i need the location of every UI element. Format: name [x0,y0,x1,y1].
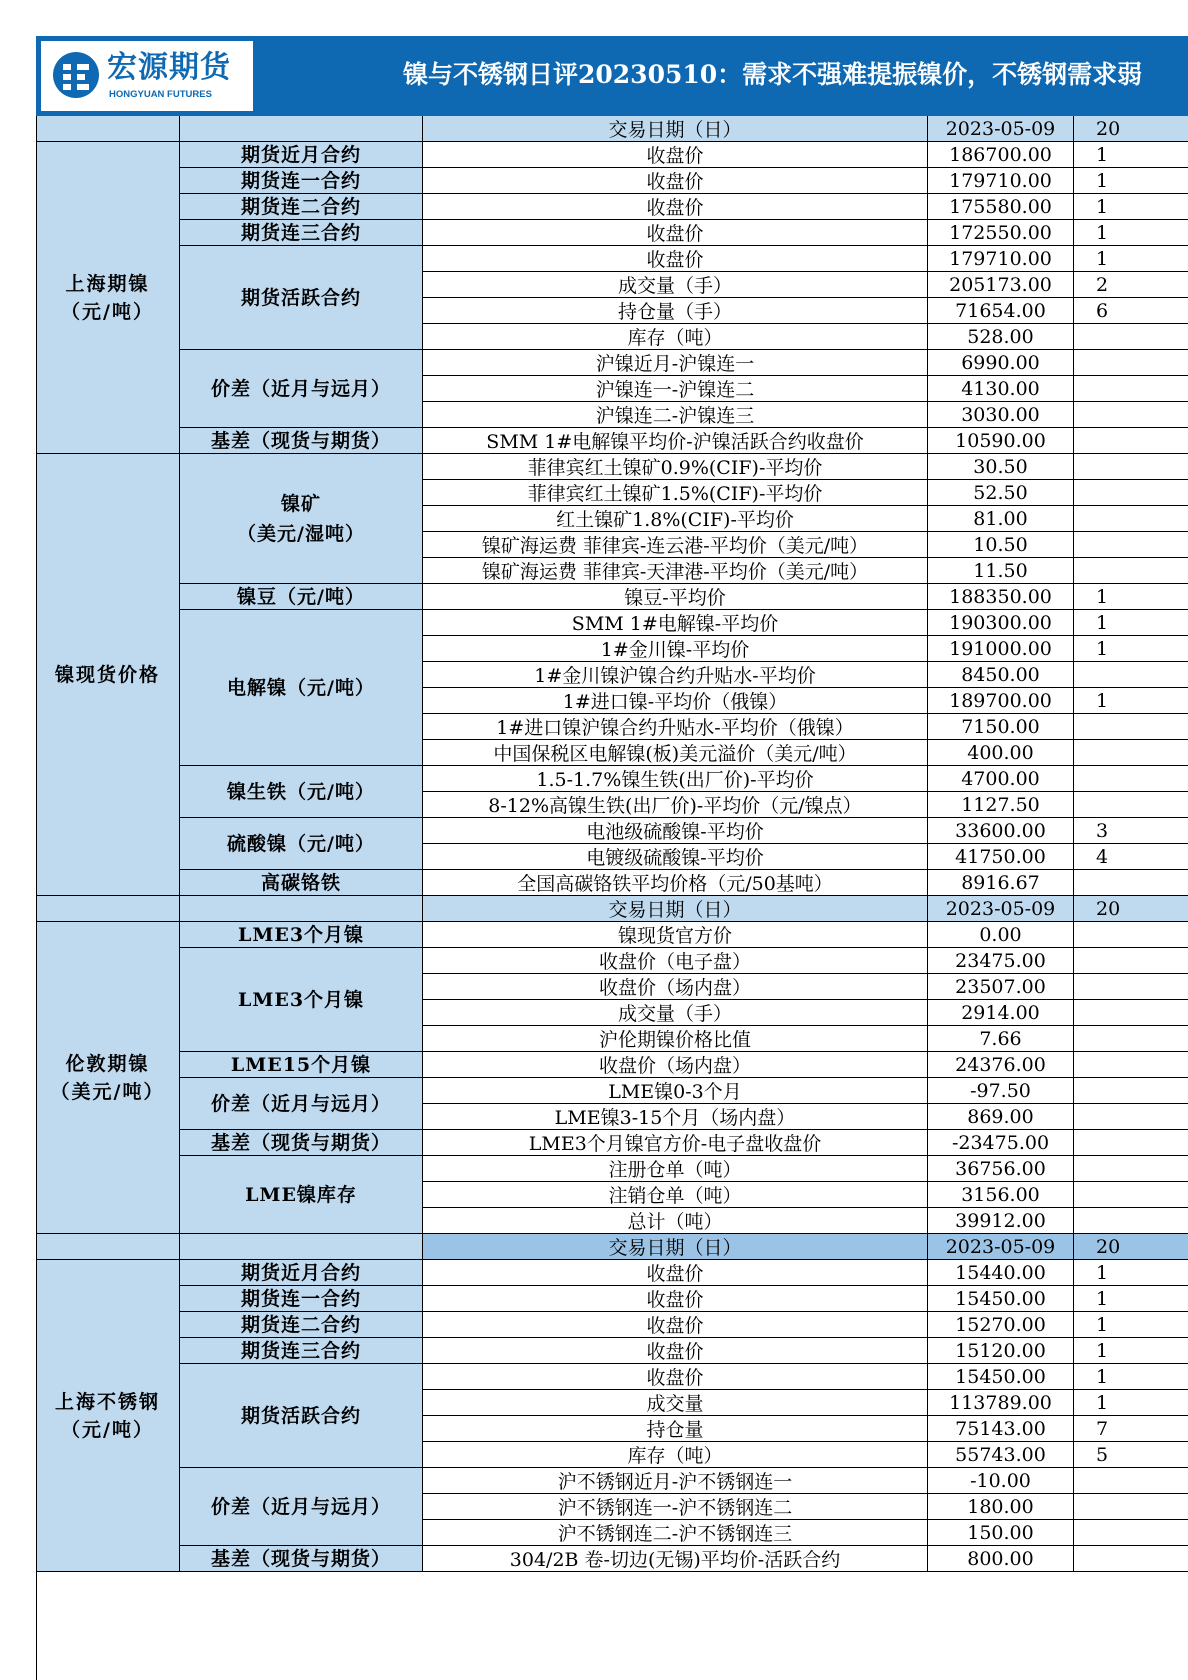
indicator-name-cell: 收盘价 [423,1312,928,1338]
logo-english-text: HONGYUAN FUTURES [109,89,212,100]
value-cell-prev [1074,766,1188,792]
sub-category-cell: 期货连三合约 [180,220,423,246]
value-cell: 186700.00 [928,142,1074,168]
indicator-name-cell: 沪伦期镍价格比值 [423,1026,928,1052]
value-cell: 2914.00 [928,1000,1074,1026]
indicator-name-cell: 收盘价 [423,1286,928,1312]
value-cell: -10.00 [928,1468,1074,1494]
value-cell-prev [1074,974,1188,1000]
indicator-name-cell: 收盘价 [423,1260,928,1286]
value-cell-prev [1074,1546,1188,1572]
value-cell: 24376.00 [928,1052,1074,1078]
indicator-name-cell: 收盘价 [423,168,928,194]
sub-category-cell: 期货连二合约 [180,194,423,220]
header-row-sub-cell [180,116,423,142]
indicator-name-cell: 8-12%高镍生铁(出厂价)-平均价（元/镍点） [423,792,928,818]
indicator-name-cell: 沪不锈钢连一-沪不锈钢连二 [423,1494,928,1520]
value-cell: 71654.00 [928,298,1074,324]
indicator-name-cell: 沪镍近月-沪镍连一 [423,350,928,376]
value-cell: 11.50 [928,558,1074,584]
value-cell: 15270.00 [928,1312,1074,1338]
value-cell: 800.00 [928,1546,1074,1572]
value-cell-prev [1074,1156,1188,1182]
indicator-name-cell: 电镀级硫酸镍-平均价 [423,844,928,870]
indicator-name-cell: 收盘价 [423,220,928,246]
indicator-name-cell: 持仓量（手） [423,298,928,324]
value-cell: -23475.00 [928,1130,1074,1156]
value-cell: 188350.00 [928,584,1074,610]
value-cell-prev [1074,376,1188,402]
sub-category-cell: LME15个月镍 [180,1052,423,1078]
indicator-name-cell: 收盘价 [423,1338,928,1364]
value-cell-prev [1074,1468,1188,1494]
sub-category-cell: 电解镍（元/吨） [180,610,423,766]
logo-chinese-text: 宏源期货 [107,50,231,85]
value-cell: 1127.50 [928,792,1074,818]
indicator-name-cell: 收盘价 [423,246,928,272]
sub-category-cell: 期货近月合约 [180,1260,423,1286]
indicator-name-cell: 菲律宾红土镍矿1.5%(CIF)-平均价 [423,480,928,506]
value-cell-prev: 1 [1074,168,1188,194]
indicator-name-cell: 成交量（手） [423,272,928,298]
date-header-value-prev: 20 [1074,1234,1188,1260]
indicator-name-cell: 镍矿海运费 菲律宾-天津港-平均价（美元/吨） [423,558,928,584]
value-cell-prev: 1 [1074,194,1188,220]
indicator-name-cell: 沪镍连一-沪镍连二 [423,376,928,402]
indicator-name-cell: 持仓量 [423,1416,928,1442]
value-cell-prev [1074,1208,1188,1234]
value-cell-prev [1074,1494,1188,1520]
indicator-name-cell: 镍豆-平均价 [423,584,928,610]
value-cell-prev: 6 [1074,298,1188,324]
indicator-name-cell: 收盘价 [423,194,928,220]
date-header-value-prev: 20 [1074,896,1188,922]
value-cell: 205173.00 [928,272,1074,298]
value-cell: 39912.00 [928,1208,1074,1234]
value-cell-prev [1074,454,1188,480]
value-cell: 113789.00 [928,1390,1074,1416]
value-cell-prev [1074,1026,1188,1052]
value-cell: 36756.00 [928,1156,1074,1182]
sub-category-cell: 期货活跃合约 [180,1364,423,1468]
indicator-name-cell: 沪不锈钢近月-沪不锈钢连一 [423,1468,928,1494]
group-label-cell: 伦敦期镍 （美元/吨） [36,922,180,1234]
value-cell: 7150.00 [928,714,1074,740]
value-cell: 8916.67 [928,870,1074,896]
value-cell-prev: 1 [1074,610,1188,636]
header-row-group-cell [36,896,180,922]
header-row-sub-cell [180,896,423,922]
indicator-name-cell: 1#金川镍沪镍合约升贴水-平均价 [423,662,928,688]
header-row-group-cell [36,1234,180,1260]
value-cell: 15450.00 [928,1364,1074,1390]
indicator-name-cell: 全国高碳铬铁平均价格（元/50基吨） [423,870,928,896]
value-cell-prev [1074,1520,1188,1546]
value-cell-prev: 1 [1074,1312,1188,1338]
value-cell: 3156.00 [928,1182,1074,1208]
indicator-name-cell: 菲律宾红土镍矿0.9%(CIF)-平均价 [423,454,928,480]
indicator-name-cell: 沪镍连二-沪镍连三 [423,402,928,428]
value-cell: 179710.00 [928,246,1074,272]
group-label-cell: 上海不锈钢 （元/吨） [36,1260,180,1572]
value-cell: 55743.00 [928,1442,1074,1468]
indicator-name-cell: 收盘价（电子盘） [423,948,928,974]
value-cell: 15440.00 [928,1260,1074,1286]
value-cell-prev [1074,558,1188,584]
sub-category-cell: 期货连一合约 [180,168,423,194]
indicator-name-cell: 收盘价 [423,142,928,168]
value-cell: 400.00 [928,740,1074,766]
value-cell-prev: 1 [1074,584,1188,610]
sub-category-cell: 镍矿 （美元/湿吨） [180,454,423,584]
value-cell-prev [1074,428,1188,454]
value-cell: -97.50 [928,1078,1074,1104]
value-cell: 869.00 [928,1104,1074,1130]
date-header-value-prev: 20 [1074,116,1188,142]
sub-category-cell: 基差（现货与期货） [180,1130,423,1156]
sub-category-cell: 价差（近月与远月） [180,1468,423,1546]
header-row-group-cell [36,116,180,142]
date-header-label: 交易日期（日） [423,896,928,922]
value-cell: 81.00 [928,506,1074,532]
value-cell: 7.66 [928,1026,1074,1052]
value-cell: 75143.00 [928,1416,1074,1442]
indicator-name-cell: 镍矿海运费 菲律宾-连云港-平均价（美元/吨） [423,532,928,558]
indicator-name-cell: 1#进口镍沪镍合约升贴水-平均价（俄镍） [423,714,928,740]
value-cell-prev [1074,1052,1188,1078]
indicator-name-cell: 成交量 [423,1390,928,1416]
indicator-name-cell: 中国保税区电解镍(板)美元溢价（美元/吨） [423,740,928,766]
value-cell: 191000.00 [928,636,1074,662]
value-cell-prev [1074,1000,1188,1026]
value-cell-prev: 2 [1074,272,1188,298]
value-cell: 190300.00 [928,610,1074,636]
value-cell: 41750.00 [928,844,1074,870]
value-cell-prev [1074,1104,1188,1130]
logo-mark-icon [51,50,101,100]
value-cell: 3030.00 [928,402,1074,428]
date-header-value: 2023-05-09 [928,896,1074,922]
value-cell-prev [1074,402,1188,428]
value-cell-prev [1074,1078,1188,1104]
sub-category-cell: 高碳铬铁 [180,870,423,896]
indicator-name-cell: LME镍0-3个月 [423,1078,928,1104]
group-label-cell: 上海期镍 （元/吨） [36,142,180,454]
indicator-name-cell: 沪不锈钢连二-沪不锈钢连三 [423,1520,928,1546]
value-cell: 52.50 [928,480,1074,506]
value-cell-prev: 1 [1074,1338,1188,1364]
indicator-name-cell: 成交量（手） [423,1000,928,1026]
group-label-cell: 镍现货价格 [36,454,180,896]
value-cell: 0.00 [928,922,1074,948]
sub-category-cell: 价差（近月与远月） [180,350,423,428]
value-cell: 6990.00 [928,350,1074,376]
value-cell-prev: 3 [1074,818,1188,844]
value-cell: 23475.00 [928,948,1074,974]
date-header-label: 交易日期（日） [423,1234,928,1260]
sub-category-cell: LME3个月镍 [180,922,423,948]
indicator-name-cell: 注销仓单（吨） [423,1182,928,1208]
value-cell: 23507.00 [928,974,1074,1000]
company-logo [41,41,253,111]
report-title: 镍与不锈钢日评20230510：需求不强难提振镍价，不锈钢需求弱 [403,60,1143,89]
value-cell-prev [1074,324,1188,350]
indicator-name-cell: LME镍3-15个月（场内盘） [423,1104,928,1130]
value-cell-prev [1074,532,1188,558]
value-cell-prev: 1 [1074,636,1188,662]
value-cell-prev [1074,480,1188,506]
value-cell-prev: 4 [1074,844,1188,870]
value-cell-prev: 1 [1074,688,1188,714]
table-border-left [36,116,37,1680]
indicator-name-cell: 收盘价 [423,1364,928,1390]
value-cell: 30.50 [928,454,1074,480]
value-cell-prev [1074,506,1188,532]
value-cell-prev: 1 [1074,1260,1188,1286]
indicator-name-cell: 总计（吨） [423,1208,928,1234]
value-cell-prev: 5 [1074,1442,1188,1468]
value-cell: 33600.00 [928,818,1074,844]
value-cell: 189700.00 [928,688,1074,714]
indicator-name-cell: 红土镍矿1.8%(CIF)-平均价 [423,506,928,532]
value-cell-prev [1074,922,1188,948]
value-cell: 528.00 [928,324,1074,350]
sub-category-cell: 价差（近月与远月） [180,1078,423,1130]
indicator-name-cell: LME3个月镍官方价-电子盘收盘价 [423,1130,928,1156]
indicator-name-cell: 库存（吨） [423,1442,928,1468]
sub-category-cell: 镍生铁（元/吨） [180,766,423,818]
value-cell-prev [1074,792,1188,818]
value-cell: 8450.00 [928,662,1074,688]
value-cell-prev [1074,714,1188,740]
value-cell-prev: 1 [1074,220,1188,246]
sub-category-cell: 期货活跃合约 [180,246,423,350]
indicator-name-cell: 1#金川镍-平均价 [423,636,928,662]
value-cell-prev: 1 [1074,246,1188,272]
sub-category-cell: 期货近月合约 [180,142,423,168]
date-header-value: 2023-05-09 [928,116,1074,142]
value-cell: 4130.00 [928,376,1074,402]
value-cell: 15120.00 [928,1338,1074,1364]
sub-category-cell: 基差（现货与期货） [180,428,423,454]
sub-category-cell: 期货连三合约 [180,1338,423,1364]
indicator-name-cell: 收盘价（场内盘） [423,1052,928,1078]
sub-category-cell: 硫酸镍（元/吨） [180,818,423,870]
value-cell: 179710.00 [928,168,1074,194]
value-cell-prev [1074,948,1188,974]
sub-category-cell: LME3个月镍 [180,948,423,1052]
value-cell: 10.50 [928,532,1074,558]
report-header [36,36,1188,116]
indicator-name-cell: 注册仓单（吨） [423,1156,928,1182]
value-cell-prev [1074,740,1188,766]
date-header-label: 交易日期（日） [423,116,928,142]
indicator-name-cell: 库存（吨） [423,324,928,350]
sub-category-cell: 期货连一合约 [180,1286,423,1312]
data-table [36,116,1188,1680]
value-cell: 4700.00 [928,766,1074,792]
sub-category-cell: LME镍库存 [180,1156,423,1234]
value-cell-prev: 1 [1074,1390,1188,1416]
value-cell: 175580.00 [928,194,1074,220]
value-cell-prev [1074,662,1188,688]
sub-category-cell: 期货连二合约 [180,1312,423,1338]
indicator-name-cell: 电池级硫酸镍-平均价 [423,818,928,844]
value-cell: 10590.00 [928,428,1074,454]
indicator-name-cell: 镍现货官方价 [423,922,928,948]
value-cell: 15450.00 [928,1286,1074,1312]
value-cell-prev: 1 [1074,142,1188,168]
value-cell: 150.00 [928,1520,1074,1546]
value-cell-prev: 1 [1074,1286,1188,1312]
value-cell-prev [1074,350,1188,376]
value-cell: 172550.00 [928,220,1074,246]
indicator-name-cell: 1#进口镍-平均价（俄镍） [423,688,928,714]
value-cell-prev: 7 [1074,1416,1188,1442]
sub-category-cell: 镍豆（元/吨） [180,584,423,610]
indicator-name-cell: 收盘价（场内盘） [423,974,928,1000]
indicator-name-cell: SMM 1#电解镍-平均价 [423,610,928,636]
value-cell-prev [1074,870,1188,896]
date-header-value: 2023-05-09 [928,1234,1074,1260]
indicator-name-cell: 304/2B 卷-切边(无锡)平均价-活跃合约 [423,1546,928,1572]
value-cell: 180.00 [928,1494,1074,1520]
value-cell-prev [1074,1130,1188,1156]
indicator-name-cell: SMM 1#电解镍平均价-沪镍活跃合约收盘价 [423,428,928,454]
indicator-name-cell: 1.5-1.7%镍生铁(出厂价)-平均价 [423,766,928,792]
value-cell-prev [1074,1182,1188,1208]
sub-category-cell: 基差（现货与期货） [180,1546,423,1572]
value-cell-prev: 1 [1074,1364,1188,1390]
header-row-sub-cell [180,1234,423,1260]
